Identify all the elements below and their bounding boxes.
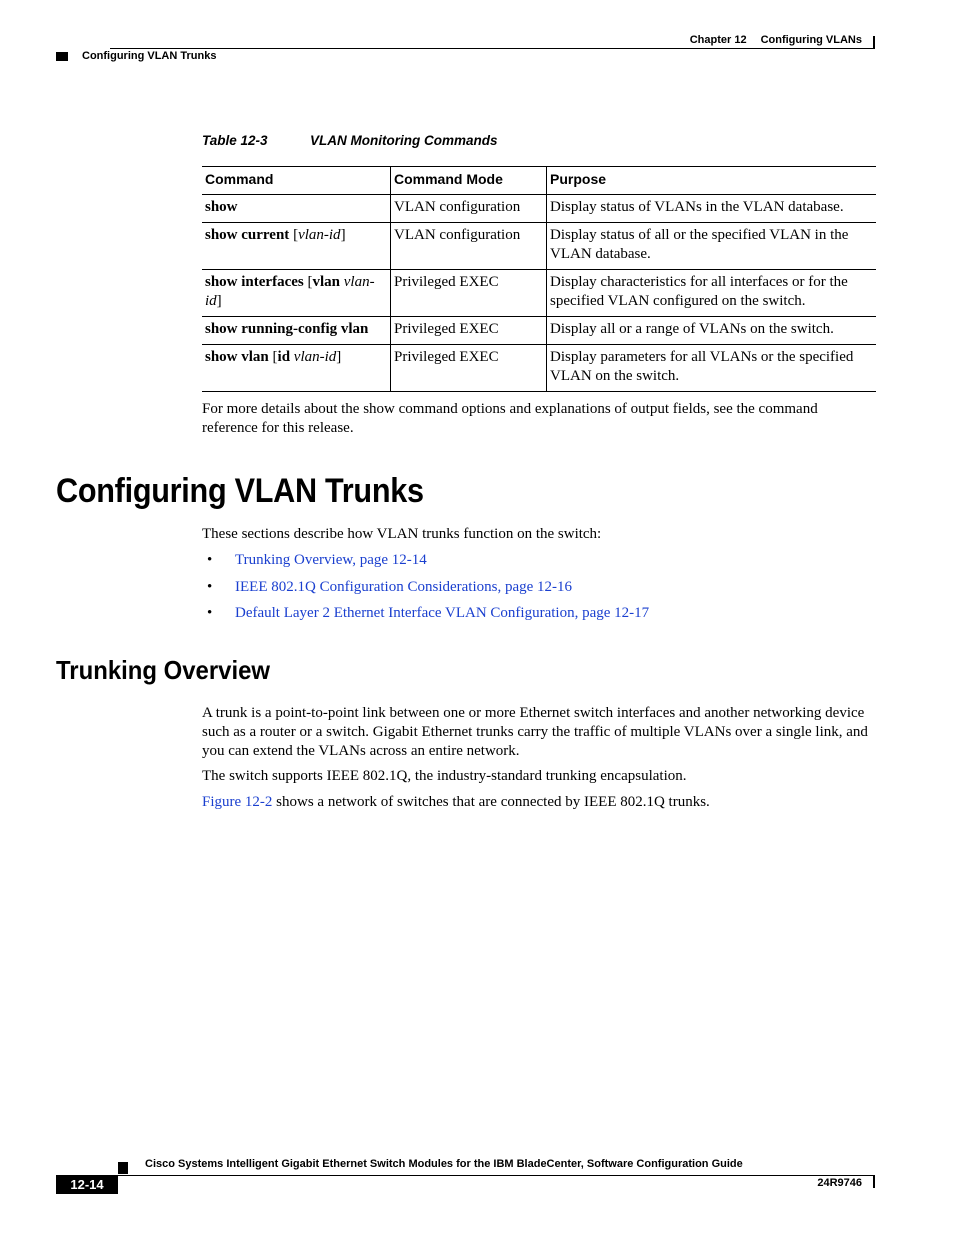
header-marker-square [56, 52, 68, 61]
purpose-cell: Display characteristics for all interfaces or for the specified VLAN configured on the switch. [550, 274, 848, 309]
command-cell: show interfaces [vlan vlan-id] [202, 270, 391, 317]
doc-number: 24R9746 [817, 1177, 862, 1189]
link-trunking-overview[interactable]: Trunking Overview, page 12-14 [235, 552, 427, 568]
page-number: 12-14 [56, 1175, 118, 1194]
more-details-paragraph: For more details about the show command options and explanations of output fields, see the command reference for this release. [202, 401, 818, 436]
chapter-title: Configuring VLANs [760, 34, 862, 46]
purpose-cell: Display parameters for all VLANs or the specified VLAN on the switch. [550, 349, 854, 384]
section-heading: Configuring VLAN Trunks [56, 472, 424, 510]
figure-reference-paragraph: Figure 12-2 shows a network of switches that are connected by IEEE 802.1Q trunks. [202, 794, 710, 810]
mode-cell: VLAN configuration [391, 195, 547, 223]
subsection-heading: Trunking Overview [56, 655, 271, 685]
footer-rule [56, 1175, 875, 1176]
running-header-chapter [690, 34, 862, 46]
command-cell: show [202, 195, 391, 223]
running-header-section: Configuring VLAN Trunks [82, 50, 217, 62]
mode-cell: Privileged EXEC [391, 317, 547, 345]
table-caption [202, 133, 498, 148]
footer-book-title: Cisco Systems Intelligent Gigabit Ethernet Switch Modules for the IBM BladeCenter, Software Configuration Guide [145, 1158, 743, 1170]
chapter-number: Chapter 12 [689, 34, 747, 46]
table-header-row [202, 167, 876, 195]
footer-marker-square [118, 1162, 128, 1174]
command-cell: show running-config vlan [202, 317, 391, 345]
link-default-layer2-config[interactable]: Default Layer 2 Ethernet Interface VLAN Configuration, page 12-17 [235, 605, 650, 621]
purpose-cell: Display all or a range of VLANs on the switch. [550, 321, 834, 337]
purpose-cell: Display status of VLANs in the VLAN database. [550, 199, 844, 215]
command-cell: show current [vlan-id] [202, 223, 391, 270]
header-rule [110, 48, 875, 49]
col-header-purpose: Purpose [550, 171, 607, 187]
bullet-icon: • [207, 605, 213, 621]
link-ieee-8021q-considerations[interactable]: IEEE 802.1Q Configuration Considerations, page 12-16 [235, 579, 573, 595]
command-cell: show vlan [id vlan-id] [202, 345, 391, 392]
bullet-icon: • [207, 552, 213, 568]
sections-intro: These sections describe how VLAN trunks function on the switch: [202, 526, 602, 542]
mode-cell: Privileged EXEC [391, 270, 547, 317]
mode-cell: VLAN configuration [391, 223, 547, 270]
table-row [202, 195, 876, 223]
footer-marker-bar [873, 1175, 875, 1188]
link-figure-12-2[interactable]: Figure 12-2 [202, 794, 273, 810]
col-header-mode: Command Mode [391, 167, 547, 195]
vlan-monitoring-table [202, 166, 876, 392]
table-row [202, 270, 876, 317]
purpose-cell: Display status of all or the specified VLAN in the VLAN database. [550, 227, 849, 262]
trunk-definition-paragraph: A trunk is a point-to-point link between one or more Ethernet switch interfaces and another networking device such as a router or a switch. Gigabit Ethernet trunks carry the traffic of multiple VLANs over a single link, and you can extend the VLANs across an entire network. [202, 705, 868, 759]
bullet-icon: • [207, 579, 213, 595]
supports-paragraph: The switch supports IEEE 802.1Q, the industry-standard trunking encapsulation. [202, 768, 687, 784]
table-row [202, 345, 876, 392]
table-row [202, 223, 876, 270]
col-header-command: Command [202, 167, 391, 195]
table-number: Table 12-3 [202, 133, 268, 148]
table-row [202, 317, 876, 345]
table-title: VLAN Monitoring Commands [310, 133, 498, 148]
mode-cell: Privileged EXEC [391, 345, 547, 392]
